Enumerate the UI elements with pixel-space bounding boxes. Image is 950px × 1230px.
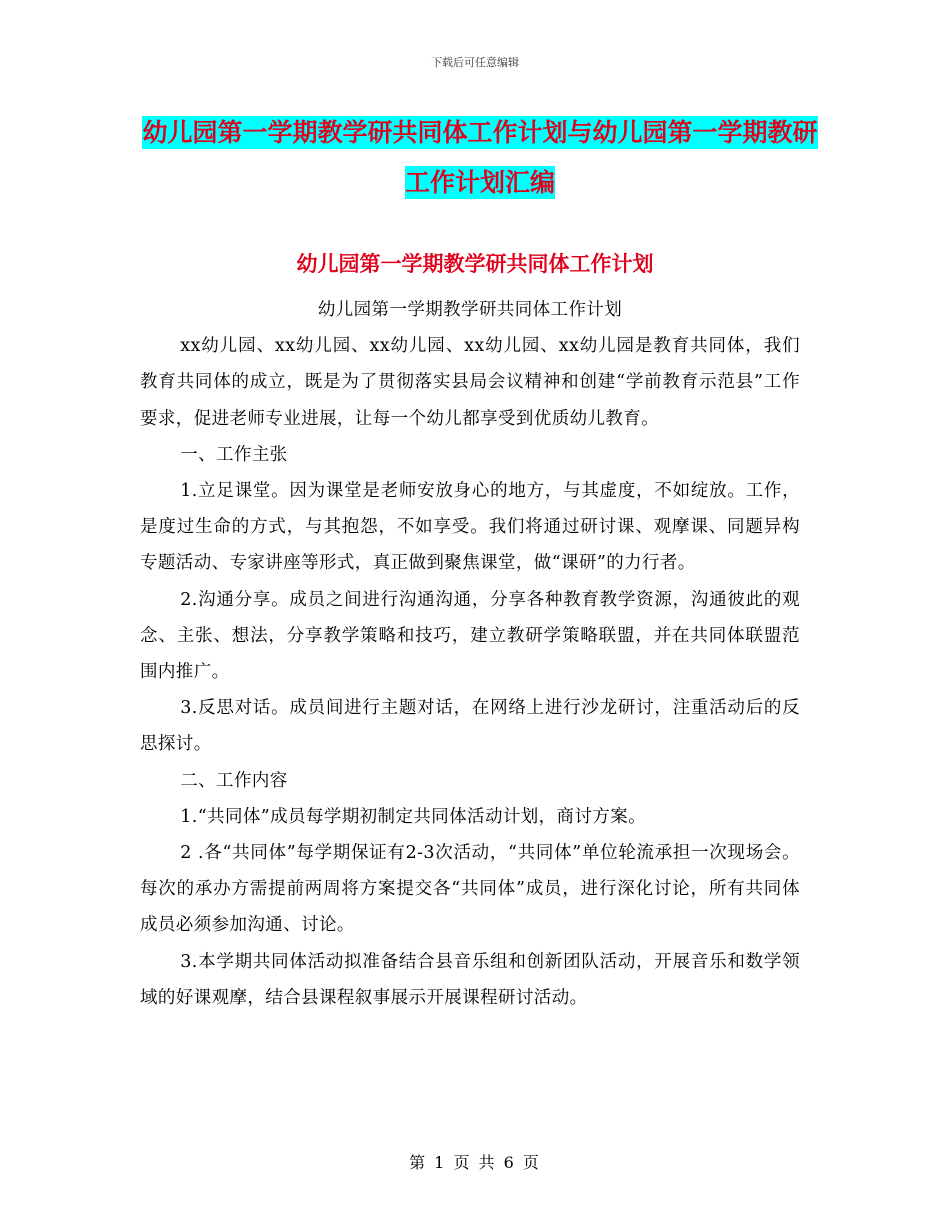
body-paragraph: xx幼儿园、xx幼儿园、xx幼儿园、xx幼儿园、xx幼儿园是教育共同体，我们教育共同体的成立，既是为了贯彻落实县局会议精神和创建“学前教育示范县”工作要求，促进老师专业进展，让每一个幼儿都享受到优质幼儿教育。: [140, 336, 800, 429]
body-paragraph: 2 .各“共同体”每学期保证有2-3次活动，“共同体”单位轮流承担一次现场会。每次的承办方需提前两周将方案提交各“共同体”成员，进行深化讨论，所有共同体成员必须参加沟通、讨论。: [140, 843, 800, 936]
header-note: 下载后可任意编辑: [431, 56, 519, 69]
body-paragraph: 二、工作内容: [180, 770, 288, 791]
document-title-text: 幼儿园第一学期教学研共同体工作计划与幼儿园第一学期教研工作计划汇编: [142, 118, 818, 197]
section-title: 幼儿园第一学期教学研共同体工作计划: [296, 252, 654, 276]
page-footer: 第 1 页 共 6 页: [409, 1153, 541, 1172]
body-paragraph: 3.反思对话。成员间进行主题对话，在网络上进行沙龙研讨，注重活动后的反思探讨。: [140, 698, 800, 755]
body-paragraph: 一、工作主张: [180, 444, 288, 465]
body-heading: 幼儿园第一学期教学研共同体工作计划: [317, 300, 623, 320]
body-paragraph: 2.沟通分享。成员之间进行沟通沟通，分享各种教育教学资源，沟通彼此的观念、主张、想法，分享教学策略和技巧，建立教研学策略联盟，并在共同体联盟范围内推广。: [140, 589, 800, 683]
body-paragraph: 1.立足课堂。因为课堂是老师安放身心的地方，与其虚度，不如绽放。工作，是度过生命的方式，与其抱怨，不如享受。我们将通过研讨课、观摩课、同题异构专题活动、专家讲座等形式，真正做到聚焦课堂，做“课研”的力行者。: [140, 481, 800, 574]
document-body: [140, 292, 800, 1016]
body-paragraph: 3.本学期共同体活动拟准备结合县音乐组和创新团队活动，开展音乐和数学领域的好课观摩，结合县课程叙事展示开展课程研讨活动。: [140, 951, 800, 1008]
body-paragraph: 1.“共同体”成员每学期初制定共同体活动计划，商讨方案。: [180, 806, 647, 827]
document-title: [140, 108, 820, 208]
